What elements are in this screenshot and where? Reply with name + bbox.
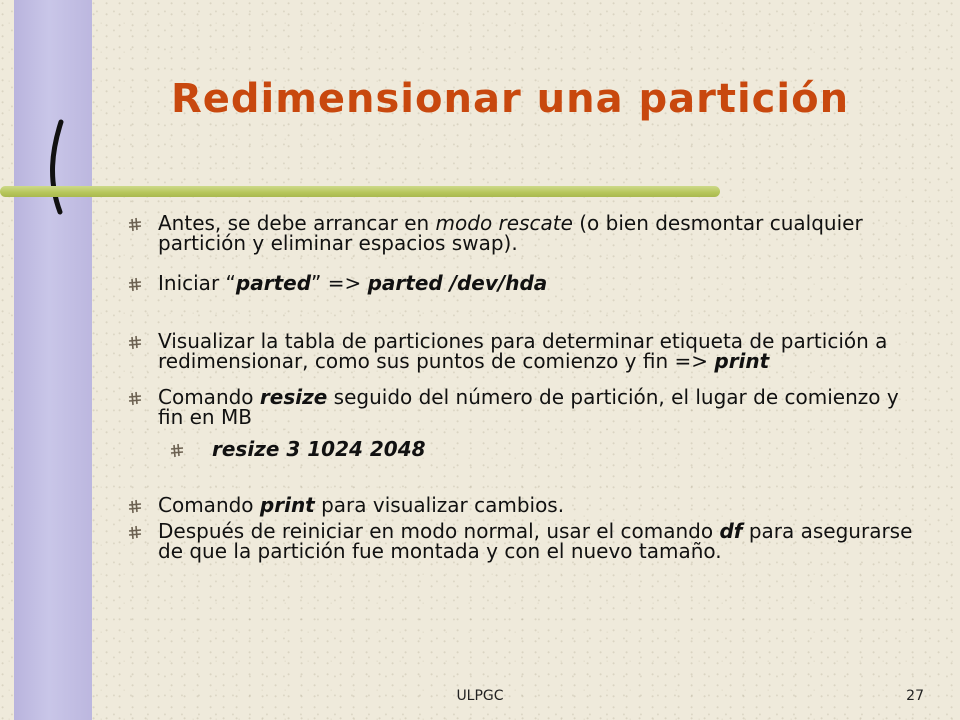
command-text: parted — [235, 271, 312, 295]
bullet-text: (o bien desmontar cualquier partición y eliminar espacios swap). — [158, 211, 863, 255]
bullet-text: Comando — [158, 385, 260, 409]
title-divider — [0, 186, 720, 197]
command-example: resize 3 1024 2048 — [212, 437, 426, 461]
sub-bullet-item — [128, 439, 918, 459]
bullet-item — [128, 213, 918, 253]
pin-bullet-icon — [128, 217, 142, 233]
pin-bullet-icon — [128, 277, 142, 293]
command-text: parted /dev/hda — [367, 271, 548, 295]
bullet-text: ” => — [311, 271, 368, 295]
bullet-item — [128, 495, 918, 515]
command-text: print — [714, 349, 770, 373]
bullet-text: Después de reiniciar en modo normal, usar el comando — [158, 519, 720, 543]
pin-bullet-icon — [170, 443, 184, 459]
bullet-item — [128, 273, 918, 293]
command-text: resize — [259, 385, 328, 409]
bracket-stroke-icon — [14, 0, 92, 720]
bullet-item — [128, 387, 918, 427]
bullet-text: para visualizar cambios. — [314, 493, 565, 517]
bullet-text: para asegurarse de que la partición fue montada y con el nuevo tamaño. — [158, 519, 913, 563]
bullet-emphasis: modo rescate — [435, 211, 573, 235]
bullet-item — [128, 521, 918, 561]
bullet-text: Comando — [158, 493, 260, 517]
bullet-text: seguido del número de partición, el lugar de comienzo y fin en MB — [158, 385, 899, 429]
bullet-item — [128, 331, 918, 371]
bullet-text: Visualizar la tabla de particiones para determinar etiqueta de partición a redimensionar, como sus puntos de comienzo y fin => — [158, 329, 888, 373]
pin-bullet-icon — [128, 499, 142, 515]
footer-organization: ULPGC — [456, 688, 504, 704]
command-text: df — [719, 519, 743, 543]
page-number: 27 — [906, 688, 924, 704]
page-title: Redimensionar una partición — [170, 76, 850, 122]
pin-bullet-icon — [128, 335, 142, 351]
command-text: print — [259, 493, 315, 517]
pin-bullet-icon — [128, 525, 142, 541]
bullet-text: Antes, se debe arrancar en — [158, 211, 436, 235]
pin-bullet-icon — [128, 391, 142, 407]
bullet-text: Iniciar “ — [158, 271, 236, 295]
side-decorative-bar — [14, 0, 92, 720]
bullet-list — [128, 213, 918, 561]
